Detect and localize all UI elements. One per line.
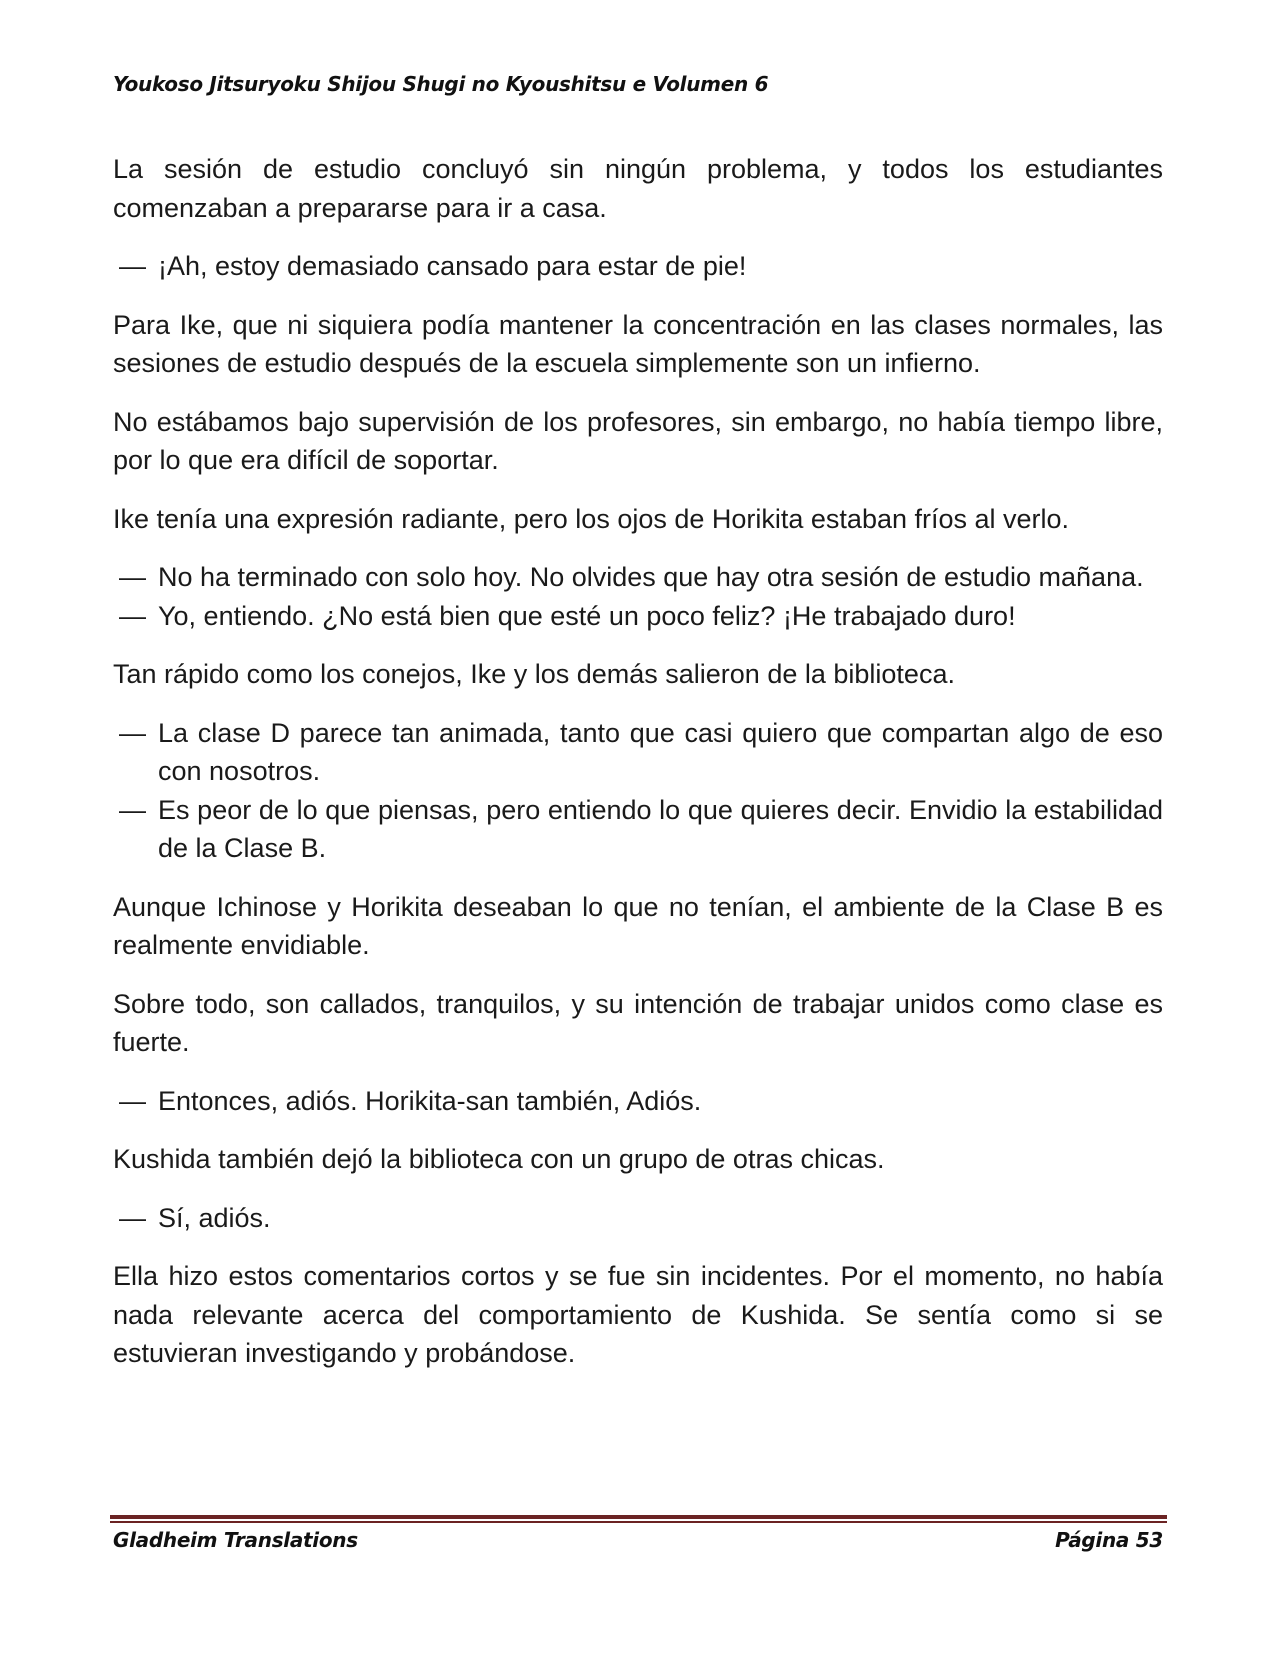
page-header-title: Youkoso Jitsuryoku Shijou Shugi no Kyoushitsu e Volumen 6 xyxy=(113,72,769,96)
dialogue-group xyxy=(113,558,1163,635)
dialogue-line: — Entonces, adiós. Horikita-san también, Adiós. xyxy=(113,1082,1163,1121)
paragraph: Para Ike, que ni siquiera podía mantener la concentración en las clases normales, las sesiones de estudio después de la escuela simplemente son un infierno. xyxy=(113,309,1163,378)
paragraph: Tan rápido como los conejos, Ike y los demás salieron de la biblioteca. xyxy=(113,659,955,689)
footer-page-number: Página 53 xyxy=(1055,1528,1163,1552)
paragraph: Aunque Ichinose y Horikita deseaban lo que no tenían, el ambiente de la Clase B es realmente envidiable. xyxy=(113,891,1163,960)
dialogue-group xyxy=(113,1082,1163,1121)
dialogue-line: — Sí, adiós. xyxy=(113,1199,1163,1238)
paragraph: La sesión de estudio concluyó sin ningún problema, y todos los estudiantes comenzaban a prepararse para ir a casa. xyxy=(113,154,1163,223)
paragraph: Ella hizo estos comentarios cortos y se fue sin incidentes. Por el momento, no había nada relevante acerca del comportamiento de Kushida. Se sentía como si se estuvieran investigando y probándose. xyxy=(113,1261,1163,1368)
dialogue-line: — Yo, entiendo. ¿No está bien que esté un poco feliz? ¡He trabajado duro! xyxy=(113,597,1163,636)
paragraph: Kushida también dejó la biblioteca con un grupo de otras chicas. xyxy=(113,1144,885,1174)
dialogue-line: — ¡Ah, estoy demasiado cansado para estar de pie! xyxy=(113,247,1163,286)
dialogue-line: — La clase D parece tan animada, tanto que casi quiero que compartan algo de eso con nosotros. xyxy=(113,714,1163,791)
dialogue-group xyxy=(113,714,1163,868)
footer-publisher: Gladheim Translations xyxy=(113,1528,358,1552)
dialogue-group xyxy=(113,247,1163,286)
paragraph: Sobre todo, son callados, tranquilos, y su intención de trabajar unidos como clase es fuerte. xyxy=(113,988,1163,1057)
footer-rule-thick xyxy=(110,1515,1167,1519)
paragraph: No estábamos bajo supervisión de los profesores, sin embargo, no había tiempo libre, por lo que era difícil de soportar. xyxy=(113,406,1163,475)
page-body xyxy=(113,150,1163,1393)
footer-rule-thin xyxy=(110,1521,1167,1523)
dialogue-line: — No ha terminado con solo hoy. No olvides que hay otra sesión de estudio mañana. xyxy=(113,558,1163,597)
paragraph: Ike tenía una expresión radiante, pero los ojos de Horikita estaban fríos al verlo. xyxy=(113,503,1070,534)
dialogue-group xyxy=(113,1199,1163,1238)
dialogue-line: — Es peor de lo que piensas, pero entiendo lo que quieres decir. Envidio la estabilidad de la Clase B. xyxy=(113,791,1163,868)
